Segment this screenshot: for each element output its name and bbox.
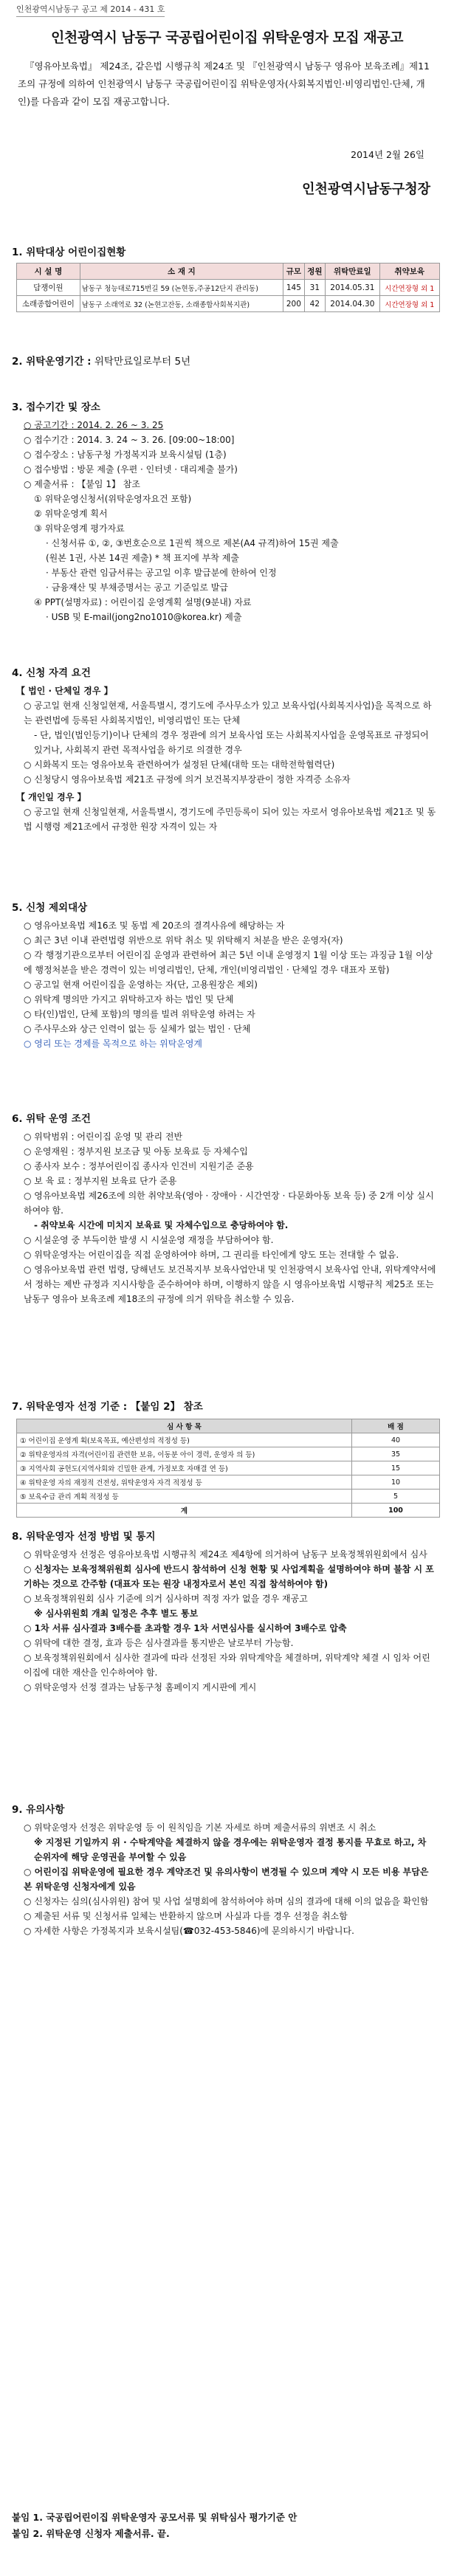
list-item: ○ 영리 또는 경제를 목적으로 하는 위탁운영계 (24, 1039, 203, 1049)
section9-body (16, 1820, 436, 1938)
list-item: ○ 위탁계 명의만 가지고 위탁하고자 하는 법인 및 단체 (24, 994, 234, 1005)
total-row (17, 1504, 440, 1518)
cell-score: 35 (352, 1447, 440, 1461)
list-item: ○ 제출서류 : 【붙임 1】 참조 (24, 479, 140, 489)
section9-heading: 9. 유의사항 (12, 1804, 65, 1816)
list-item: ○ 어린이집 위탁운영에 필요한 경우 계약조건 및 유의사항이 변경될 수 있으며 계약 시 모든 비용 부담은 본 위탁운영 신청자에게 있음 (24, 1867, 429, 1892)
col-name: 시 설 명 (17, 264, 80, 280)
criteria-table (16, 1419, 440, 1518)
attachment-1: 붙임 1. 국공립어린이집 위탁운영자 공모서류 및 위탁심사 평가기준 안 (12, 2512, 297, 2523)
section2-heading (12, 353, 190, 368)
list-item: ○ 접수장소 : 남동구청 가정복지과 보육시설팀 (1층) (24, 450, 227, 460)
section8-heading: 8. 위탁운영자 선정 방법 및 통지 (12, 1531, 156, 1543)
facility-table (16, 263, 440, 312)
table-row (17, 1490, 440, 1504)
list-item: ○ 신청자는 보육정책위원회 심사에 반드시 참석하여 신청 현황 및 사업계획을 설명하여야 하며 불참 시 포기하는 것으로 간주함 (대표자 또는 원장 내정자로서 본인 직접 참석하여야 함) (24, 1564, 434, 1589)
list-item: ○ 접수방법 : 방문 제출 (우편 · 인터넷 · 대리제출 불가) (24, 464, 238, 475)
list-item: ○ 제출된 서류 및 신청서류 일체는 반환하지 않으며 사실과 다를 경우 선정을 취소함 (24, 1911, 348, 1921)
list-item: ○ 운영재원 : 정부지원 보조금 및 아동 보육료 등 자체수입 (24, 1146, 248, 1157)
section5-heading: 5. 신청 제외대상 (12, 902, 88, 914)
cell-expiry: 2014.04.30 (326, 296, 379, 312)
section3-heading: 3. 접수기간 및 장소 (12, 402, 100, 413)
attachments (12, 2510, 442, 2542)
list-item: ※ 심사위원회 개최 일정은 추후 별도 통보 (34, 1608, 199, 1619)
list-item: ○ 위탁에 대한 결정, 효과 등은 심사결과를 통지받은 날로부터 가능함. (24, 1638, 294, 1648)
table-row (17, 1461, 440, 1475)
cell-address: 남동구 소래역로 32 (논현고잔동, 소래종합사회복지관) (80, 296, 283, 312)
cell-name: 소래종합어린이 (17, 296, 80, 312)
intro-paragraph: 『영유아보육법』 제24조, 같은법 시행규칙 제24조 및 『인천광역시 남동구 영유아 보육조례』제11조의 규정에 의하여 인천광역시 남동구 국공립어린이집 위탁운영자(사회복지법인·비영리법인·단체, 개인)를 다음과 같이 모집 재공고합니다. (18, 61, 430, 107)
list-item: ○ 1차 서류 심사결과 3배수를 초과할 경우 1차 서면심사를 실시하여 3배수로 압축 (24, 1623, 347, 1633)
attachment-2: 붙임 2. 위탁운영 신청자 제출서류. 끝. (12, 2528, 170, 2539)
cell-score: 10 (352, 1475, 440, 1490)
corp-title: 【 법인 · 단체일 경우 】 (16, 686, 113, 696)
list-item: ○ 공고기간 : 2014. 2. 26 ~ 3. 25 (24, 420, 164, 430)
cell-vulnerable: 시간연장형 외 1 (379, 280, 439, 296)
list-item: ○ 접수기간 : 2014. 3. 24 ~ 3. 26. [09:00~18:00] (24, 435, 235, 445)
list-item: ○ 시화복지 또는 영유아보육 관련하여가 설정된 단체(대학 또는 대학전학협력단) (24, 760, 335, 770)
section7-ref: 【붙임 2】 참조 (127, 1401, 203, 1413)
section1-heading: 1. 위탁대상 어린이집현황 (12, 247, 126, 258)
section7-heading (12, 1398, 203, 1413)
cell-item: ⑤ 보육수급 관리 계획 적정성 등 (17, 1490, 352, 1504)
list-item: ○ 각 행정기관으로부터 어린이집 운영과 관련하여 최근 5년 이내 운영정지 1월 이상 또는 과징금 1월 이상에 행정처분을 받은 경력이 있는 비영리법인, 단체, 개인(비영리법인 · 단체일 경우 대표자 포함) (24, 950, 433, 975)
col-score: 배 점 (352, 1419, 440, 1433)
list-item: · USB 및 E-mail(jong2no1010@korea.kr) 제출 (46, 612, 242, 622)
list-item: ○ 위탁범위 : 어린이집 운영 및 관리 전반 (24, 1132, 183, 1142)
cell-expiry: 2014.05.31 (326, 280, 379, 296)
page-title: 인천광역시 남동구 국공립어린이집 위탁운영자 모집 재공고 (51, 30, 403, 46)
list-item: · 부동산 관련 임금서류는 공고일 이후 발급분에 한하여 인정 (46, 568, 277, 578)
list-item: - 취약보육 시간에 미치지 보육료 및 자체수입으로 충당하여야 함. (34, 1220, 289, 1230)
list-item: ○ 시설운영 중 부득이한 발생 시 시설운영 재정을 부담하여야 함. (24, 1235, 274, 1245)
list-item: ○ 영유아보육법 제26조에 의한 취약보육(영아 · 장애아 · 시간연장 · 다문화아동 보육 등) 중 2개 이상 실시하여야 함. (24, 1191, 434, 1216)
list-item: ○ 종사자 보수 : 정부어린이집 종사자 인건비 지원기준 준용 (24, 1161, 254, 1171)
list-item: ○ 신청자는 심의(심사위원) 참여 및 사업 설명회에 참석하여야 하며 심의 결과에 대해 이의 없음을 확인함 (24, 1896, 429, 1907)
list-item: ○ 영유아보육법 제16조 및 동법 제 20조의 결격사유에 해당하는 자 (24, 920, 285, 931)
indiv-title: 【 개인일 경우 】 (16, 792, 86, 802)
list-item: (원본 1권, 사본 14권 제출) * 책 표지에 부착 제출 (46, 553, 239, 563)
cell-capacity: 42 (304, 296, 326, 312)
cell-item: ④ 위탁운영 자의 재정적 건전성, 위탁운영자 자격 적정성 등 (17, 1475, 352, 1490)
list-item: · 금융재산 및 부채증명서는 공고 기준일로 발급 (46, 582, 228, 593)
list-item: ○ 영유아보육법 관련 법령, 당해년도 보건복지부 보육사업안내 및 인천광역시 보육사업 안내, 위탁계약서에서 정하는 제반 규정과 지시사항을 준수하여야 하며, 이행하지 않을 시 영유아보육법 시행규칙 제25조 또는 남동구 영유아 보육조례 제18조의 규정에 의거 위탁을 취소할 수 있음. (24, 1264, 436, 1304)
col-vulnerable: 취약보육 (379, 264, 439, 280)
col-expiry: 위탁만료일 (326, 264, 379, 280)
cell-score: 15 (352, 1461, 440, 1475)
section2-value: 위탁만료일로부터 5년 (91, 356, 191, 368)
table-row (17, 1475, 440, 1490)
table-row (17, 1447, 440, 1461)
cell-size: 145 (283, 280, 305, 296)
list-item: ○ 신청당시 영유아보육법 제21조 규정에 의거 보건복지부장관이 정한 자격증 소유자 (24, 774, 351, 785)
section4-body (16, 683, 436, 834)
cell-size: 200 (283, 296, 305, 312)
section4-heading: 4. 신청 자격 요건 (12, 667, 91, 679)
list-item: ○ 보육정책위원회에서 심사한 결과에 따라 선정된 자와 위탁계약을 체결하며, 위탁계약 체결 시 임차 어린이집에 대한 재산을 인수하여야 함. (24, 1653, 430, 1678)
col-capacity: 정원 (304, 264, 326, 280)
criteria-table-header (17, 1419, 440, 1433)
col-item: 심 사 항 목 (17, 1419, 352, 1433)
list-item: ※ 지정된 기일까지 위 · 수탁계약을 체결하지 않을 경우에는 위탁운영자 결정 통지를 무효로 하고, 차 순위자에 해당 운영권을 부여할 수 있음 (34, 1837, 427, 1862)
list-item: ○ 보 육 료 : 정부지원 보육료 단가 준용 (24, 1176, 177, 1186)
cell-score: 40 (352, 1433, 440, 1447)
table-row (17, 1433, 440, 1447)
list-item: ○ 위탁운영자는 어린이집을 직접 운영하여야 하며, 그 권리를 타인에게 양도 또는 전대할 수 없음. (24, 1250, 399, 1260)
facility-table-header (17, 264, 440, 280)
cell-item: ② 위탁운영자의 자격(어린이집 관련한 보유, 이동분 아이 경력, 운영자 의 등) (17, 1447, 352, 1461)
list-item: ○ 주사무소와 상근 인력이 없는 등 실체가 없는 법인 · 단체 (24, 1024, 251, 1034)
issuer-name: 인천광역시남동구청장 (302, 182, 430, 197)
cell-capacity: 31 (304, 280, 326, 296)
section8-body (16, 1547, 436, 1695)
table-row (17, 296, 440, 312)
col-address: 소 재 지 (80, 264, 283, 280)
cell-vulnerable: 시간연장형 외 1 (379, 296, 439, 312)
list-item: ① 위탁운영신청서(위탁운영자요건 포함) (34, 494, 192, 504)
list-item: · 신청서류 ①, ②, ③번호순으로 1권씩 책으로 제본(A4 규격)하여 15권 제출 (46, 538, 339, 548)
list-item: ○ 공고일 현재 신청일현재, 서울특별시, 경기도에 주사무소가 있고 보육사업(사회복지사업)을 목적으로 하는 관련법에 등록된 사회복지법인, 비영리법인 또는 단체 (24, 700, 432, 726)
cell-name: 담쟁이원 (17, 280, 80, 296)
cell-item: ③ 지역사회 공헌도(지역사회와 긴밀한 관계, 가정보호 자매결 연 등) (17, 1461, 352, 1475)
list-item: ○ 위탁운영자 선정은 위탁운영 등 이 원칙임을 기본 자세로 하며 제출서류의 위변조 시 취소 (24, 1822, 376, 1833)
notice-date: 2014년 2월 26일 (351, 149, 424, 160)
section6-heading: 6. 위탁 운영 조건 (12, 1113, 91, 1125)
cell-item: ① 어린이집 운영계 획(보육목표, 예산편성의 적정성 등) (17, 1433, 352, 1447)
list-item: ○ 보육정책위원회 심사 기준에 의거 심사하며 적정 자가 없을 경우 재공고 (24, 1594, 308, 1604)
list-item: ④ PPT(설명자료) : 어린이집 운영계획 설명(9분내) 자료 (34, 597, 252, 607)
total-label: 계 (17, 1504, 352, 1518)
list-item: ○ 최근 3년 이내 관련법령 위반으로 위탁 취소 및 위탁해지 처분을 받은 운영자(자) (24, 935, 343, 946)
list-item: ○ 자세한 사항은 가정복지과 보육시설팀(☎032-453-5846)에 문의하시기 바랍니다. (24, 1926, 354, 1936)
section6-body (16, 1129, 436, 1306)
list-item: ○ 공고일 현재 어린이집을 운영하는 자(단, 고용원장은 제외) (24, 979, 258, 990)
section2-label: 2. 위탁운영기간 : (12, 356, 92, 368)
list-item: ○ 위탁운영자 선정은 영유아보육법 시행규칙 제24조 제4항에 의거하여 남동구 보육정책위원회에서 심사 (24, 1549, 427, 1560)
col-size: 규모 (283, 264, 305, 280)
section3-body (16, 418, 436, 624)
list-item: ③ 위탁운영계 평가자료 (34, 523, 125, 534)
list-item: ○ 공고일 현재 신청일현재, 서울특별시, 경기도에 주민등록이 되어 있는 자로서 영유아보육법 제21조 및 동법 시행령 제21조에서 규정한 원장 자격이 있는 자 (24, 807, 436, 832)
section5-body (16, 918, 436, 1051)
list-item: ② 위탁운영계 획서 (34, 509, 108, 519)
table-row (17, 280, 440, 296)
list-item: ○ 위탁운영자 선정 결과는 남동구청 홈페이지 게시판에 게시 (24, 1682, 257, 1692)
list-item: - 단, 법인(법인등기)이나 단체의 경우 정관에 의거 보육사업 또는 사회복지사업을 운영목표로 규정되어 있거나, 사회복지 관련 목적사업을 하기로 의결한 경우 (34, 730, 429, 755)
section7-label: 7. 위탁운영자 선정 기준 : (12, 1401, 128, 1413)
cell-score: 5 (352, 1490, 440, 1504)
list-item: ○ 타(인)법인, 단체 포함)의 명의를 빌려 위탁운영 하려는 자 (24, 1009, 255, 1019)
total-score: 100 (352, 1504, 440, 1518)
notice-number: 인천광역시남동구 공고 제 2014 - 431 호 (16, 3, 165, 17)
cell-address: 남동구 청능대로715번길 59 (논현동,주공12단지 관리동) (80, 280, 283, 296)
